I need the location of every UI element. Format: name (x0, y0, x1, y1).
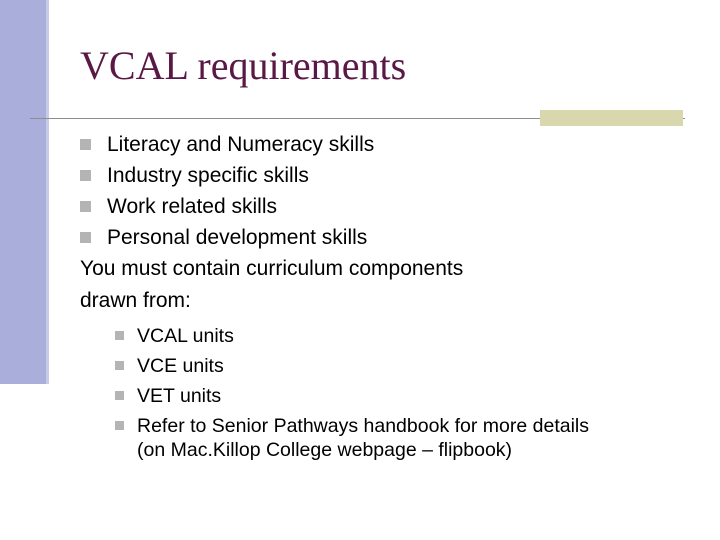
square-bullet-icon (80, 139, 91, 150)
list-item (80, 222, 700, 253)
list-item-text: Industry specific skills (107, 164, 309, 187)
square-bullet-icon (80, 170, 91, 181)
slide-body (80, 129, 700, 462)
square-bullet-icon (80, 232, 91, 243)
list-item-text: Literacy and Numeracy skills (107, 133, 375, 156)
paragraph-line: You must contain curriculum components (80, 257, 464, 280)
divider-accent (540, 110, 683, 126)
square-bullet-icon (115, 361, 124, 370)
sub-list-item (115, 381, 700, 411)
list-item-text: Personal development skills (107, 226, 368, 249)
sub-list (115, 321, 700, 462)
square-bullet-icon (115, 421, 124, 430)
list-item (80, 129, 700, 160)
square-bullet-icon (80, 201, 91, 212)
square-bullet-icon (115, 331, 124, 340)
sub-list-item-text: Refer to Senior Pathways handbook for more details (137, 415, 589, 437)
slide-title: VCAL requirements (80, 43, 407, 88)
sub-list-item-continuation: (on Mac.Killop College webpage – flipbook) (137, 439, 513, 461)
sub-list-item (115, 321, 700, 351)
list-item (80, 160, 700, 191)
list-item (80, 191, 700, 222)
sub-list-item-text: VCE units (137, 355, 224, 377)
left-decor-bar (0, 0, 46, 384)
sub-list-item (115, 411, 700, 462)
sub-list-item-text: VET units (137, 385, 222, 407)
paragraph-line: drawn from: (80, 289, 191, 312)
left-decor-bar-shadow (46, 0, 49, 384)
square-bullet-icon (115, 391, 124, 400)
list-item-text: Work related skills (107, 195, 277, 218)
sub-list-item-text: VCAL units (137, 325, 234, 347)
sub-list-item (115, 351, 700, 381)
